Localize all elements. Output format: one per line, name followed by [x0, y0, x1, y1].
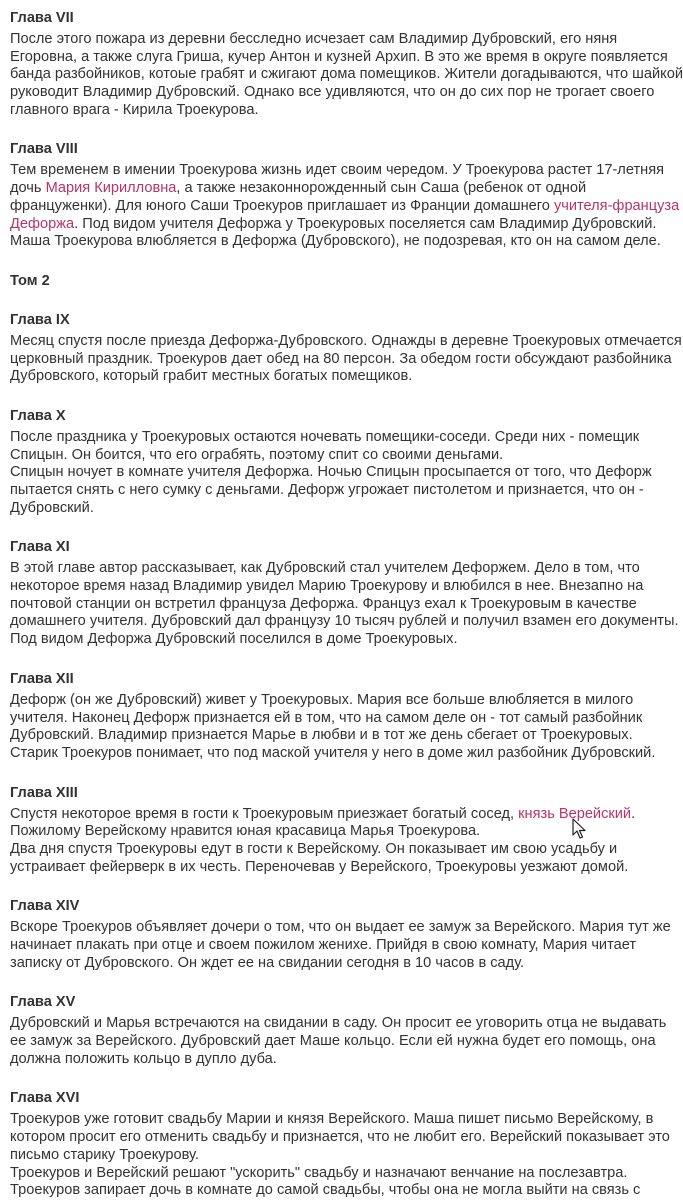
text-line [10, 596, 650, 614]
text-line [10, 429, 650, 447]
text-run: устраивает фейерверк в их честь. Переночевав у Верейского, Троекуровы уезжают домой. [10, 858, 629, 875]
text-run: домашнего учителя. Дубровский дал французу 10 тысяч рублей и получил взамен его документы. [10, 613, 679, 630]
inline-link[interactable]: князь Верейский [518, 805, 632, 822]
text-run: записку от Дубровского. Он ждет ее на свидании сегодня в 10 часов в саду. [10, 954, 525, 971]
text-run: банда разбойников, котоые грабят и сжигают дома помещиков. Жители догадываются, что шайкой [10, 66, 683, 83]
section-ch8 [10, 136, 680, 250]
text-run: Троекуров и Верейский решают "ускорить" свадьбу и назначают венчание на послезавтра. [10, 1164, 628, 1181]
text-run: котором просит его отменить свадьбу и признается, что не любит его. Верейский показывает это [10, 1129, 670, 1146]
section-gap [10, 294, 650, 307]
text-run: После праздника у Троекуровых остаются ночевать помещики-соседи. Среди них - помещик [10, 428, 640, 445]
section-ch7 [10, 5, 683, 119]
section-gap [10, 517, 650, 534]
chapter-heading: Том 2 [10, 272, 50, 289]
text-line [10, 1147, 650, 1165]
text-line [10, 332, 682, 351]
text-line [10, 233, 661, 251]
section-gap [10, 1068, 650, 1085]
inline-link[interactable]: Мария Кирилловна [45, 180, 177, 197]
text-run: Дефорж (он же Дубровский) живет у Троекуровых. Мария все больше влюбляется в милого [10, 691, 634, 708]
chapter-heading: Глава XVI [10, 1090, 80, 1107]
text-run: руководит Владимир Дубровский. Однако все удивляются, что он до сих пор не трогает своего [10, 84, 655, 101]
text-run: Месяц спустя после приезда Дефоржа-Дубровского. Однажды в деревне Троекуровых отмечается [10, 332, 682, 349]
text-line [10, 180, 650, 198]
text-run: церковный праздник. Троекуров дает обед на 80 персон. За обедом гости обсуждают разбойника [10, 350, 672, 367]
text-run: Дубровского, который грабит местных богатых помещиков. [10, 368, 413, 385]
text-line [10, 613, 679, 631]
inline-link[interactable]: Дефоржа [10, 215, 75, 232]
text-line [10, 841, 650, 859]
chapter-heading: Глава XIII [10, 784, 78, 801]
section-gap [10, 251, 650, 268]
text-line [10, 1129, 670, 1147]
text-run: Тем временем в имении Троекурова жизнь идет своим чередом. У Троекурова растет 17-летняя [10, 162, 665, 179]
text-line [10, 84, 655, 102]
text-run: Троекуров запирает дочь в комнате до самой свадьбы, чтобы она не могла выйти на связь с [10, 1182, 641, 1199]
chapter-heading: Глава XIV [10, 898, 80, 915]
text-line [10, 955, 650, 973]
text-run: письмо старику Троекурову. [10, 1146, 199, 1163]
text-line [10, 464, 650, 482]
text-line [10, 31, 650, 49]
text-line [10, 215, 657, 234]
text-line [10, 1015, 667, 1033]
text-line [10, 919, 671, 937]
text-line [10, 937, 650, 955]
text-line [10, 102, 650, 120]
text-line [10, 710, 650, 728]
text-run: Дубровский. Владимир признается Марье в любви и в тот же день сбегает от Троекуровых. [10, 727, 633, 744]
text-line [10, 162, 665, 180]
section-gap [10, 972, 650, 989]
text-line [10, 1165, 650, 1183]
text-line [10, 859, 650, 877]
text-line [10, 823, 650, 841]
text-run: ее замуж за Верейского. Дубровский дает Маше кольцо. Если ей нужна будет его помощь, она [10, 1033, 656, 1050]
text-run: После этого пожара из деревни бесследно исчезает сам Владимир Дубровский, его няня [10, 31, 618, 47]
text-line [10, 631, 650, 649]
text-run: Старик Троекуров понимает, что под маской учителя у него в доме жил разбойник Дубровский. [10, 744, 656, 761]
text-line [10, 578, 650, 596]
text-run: почтовой станции он встретил француза Дефоржа. Француз ехал к Троекуровым в качестве [10, 595, 637, 612]
text-run: . Под видом учителя Дефоржа у Троекуровых поселяется сам Владимир Дубровский. [74, 215, 657, 232]
text-line [10, 368, 650, 386]
mouse-pointer-icon [572, 818, 586, 840]
chapter-heading: Глава VII [10, 10, 74, 26]
text-run: учителя. Наконец Дефорж признается ей в том, что на самом деле он - тот самый разбойник [10, 709, 643, 726]
text-run: Два дня спустя Троекуровы едут в гости к Верейскому. Он показывает им свою усадьбу и [10, 840, 618, 857]
text-run: Дубровский и Марья встречаются на свидании в саду. Он просит ее уговорить отца не выдавать [10, 1015, 667, 1032]
text-run: Спицын. Он боится, что его ограбять, поэтому спит со своими деньгами. [10, 446, 504, 463]
text-run: Маша Троекурова влюбляется в Дефоржа (Дубровского), не подозревая, кто он на самом деле. [10, 233, 661, 250]
text-run: В этой главе автор рассказывает, как Дубровский стал учителем Дефоржем. Дело в том, что [10, 560, 640, 577]
text-line [10, 197, 680, 216]
text-run: Спустя некоторое время в гости к Троекуровым приезжает богатый сосед, [10, 805, 519, 822]
text-run: Дубровский. [10, 499, 94, 516]
chapter-heading: Глава X [10, 407, 66, 424]
section-gap [10, 649, 650, 666]
text-run: главного врага - Кирила Троекурова. [10, 101, 259, 118]
inline-link[interactable]: учителя-француза [553, 197, 680, 214]
section-gap [10, 386, 650, 403]
section-ch12 [10, 666, 656, 763]
text-line [10, 350, 672, 369]
text-line [10, 447, 650, 465]
text-line [10, 500, 650, 518]
text-run: Спицын ночует в комнате учителя Дефоржа. Ночью Спицын просыпается от того, что Дефорж [10, 464, 652, 481]
text-line [10, 692, 650, 710]
text-line [10, 482, 650, 500]
text-line [10, 560, 650, 578]
text-line [10, 806, 650, 824]
chapter-heading: Глава IX [10, 311, 70, 328]
chapter-heading: Глава XV [10, 994, 76, 1011]
chapter-heading: Глава VIII [10, 141, 78, 158]
section-ch14 [10, 893, 671, 972]
text-line [10, 1051, 650, 1069]
text-run: . [631, 805, 636, 822]
section-ch10 [10, 403, 650, 517]
text-run: Вскоре Троекуров объявляет дочери о том, что он выдает ее замуж за Верейского. Мария тут же [10, 919, 671, 936]
text-run: , а также незаконнорожденный сын Саша (ребенок от одной [176, 180, 587, 197]
text-run: пытается снять с него сумку с деньгами. Дефорж угрожает пистолетом и признается, что он - [10, 482, 644, 498]
section-gap [10, 119, 650, 136]
section-ch16 [10, 1085, 670, 1199]
section-vol2 [10, 268, 650, 294]
section-gap [10, 876, 650, 893]
text-run: Пожилому Верейскому нравится юная красавица Марья Троекурова. [10, 823, 481, 840]
section-ch15 [10, 989, 667, 1068]
text-line [10, 66, 683, 84]
text-run: начинает плакать при отце и своем пожилом женихе. Прийдя в свою комнату, Мария читает [10, 937, 637, 953]
text-run: француженки). Для юного Саши Троекуров приглашает из Франции домашнего [10, 197, 554, 214]
text-line [10, 1182, 650, 1200]
text-line [10, 1111, 654, 1129]
text-run: некоторое время назад Владимир увидел Марию Троекурову и влюбился в нее. Внезапно на [10, 578, 644, 595]
section-ch13 [10, 780, 650, 877]
text-line [10, 727, 650, 745]
text-run: Под видом Дефоржа Дубровский поселился в доме Троекуровых. [10, 631, 458, 648]
text-line [10, 744, 656, 763]
chapter-heading: Глава XI [10, 539, 70, 556]
section-ch11 [10, 534, 679, 648]
text-line [10, 1033, 656, 1051]
section-gap [10, 763, 650, 780]
text-run: дочь [10, 180, 46, 197]
document-body [10, 5, 683, 1200]
chapter-heading: Глава XII [10, 670, 74, 687]
text-run: Троекуров уже готовит свадьбу Марии и князя Верейского. Маша пишет письмо Верейскому, в [10, 1111, 654, 1128]
text-run: должна положить кольцо в дупло дуба. [10, 1050, 277, 1067]
text-run: Егоровна, а также слуга Гриша, кучер Антон и кузней Архип. В это же время в округе появляется [10, 48, 668, 65]
text-line [10, 48, 668, 67]
section-ch9 [10, 307, 682, 386]
